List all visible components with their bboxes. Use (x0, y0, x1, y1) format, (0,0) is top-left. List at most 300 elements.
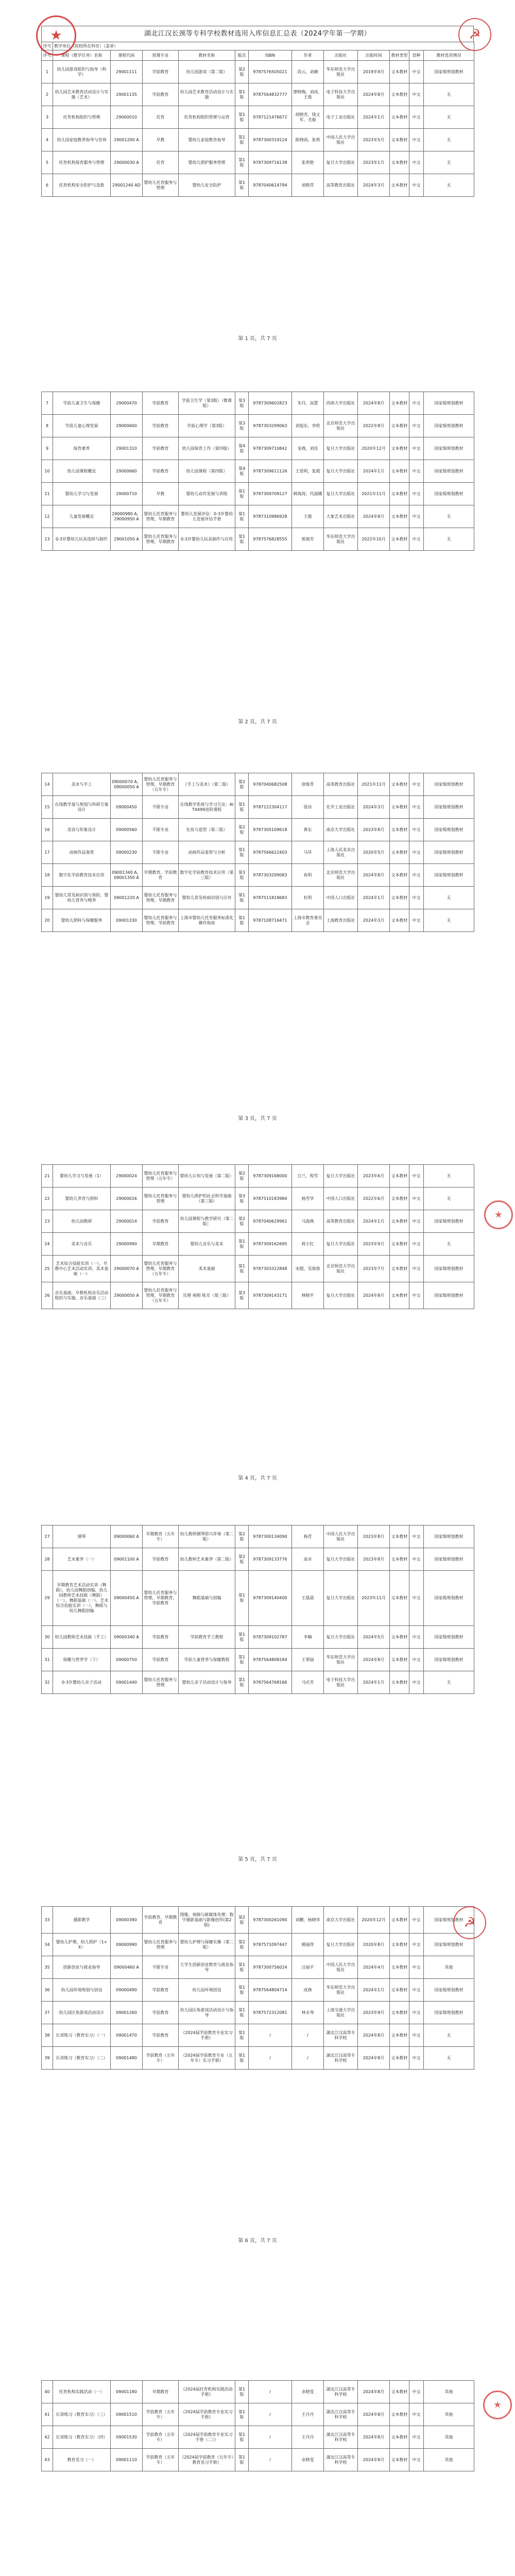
cell-author: 王丹丹 (292, 2426, 324, 2449)
cell-lang: 中文 (409, 415, 424, 437)
cell-index: 29 (42, 1571, 53, 1626)
cell-code: 29001310 (111, 437, 143, 460)
table-row (42, 1671, 474, 1694)
cell-textbook: 托育机构组织管理与运营 (179, 106, 235, 129)
table-row (42, 2403, 474, 2426)
cell-textbook: 学前心理学（第3版） (179, 415, 235, 437)
cell-index: 42 (42, 2426, 53, 2449)
cell-lang: 中文 (409, 2024, 424, 2047)
page-footer: 第 1 页，共 7 页 (238, 336, 277, 342)
header-note: 教学单位（院校所在科室）（盖章） (53, 42, 474, 50)
cell-major: 婴幼儿托育服务与管理，学前教育 (143, 909, 179, 932)
table-row (42, 1626, 474, 1649)
cell-course: 幼儿园游戏组织与指导（科学） (53, 61, 111, 83)
table-page-4 (41, 1164, 474, 1309)
cell-author: 王翠丽 (292, 1649, 324, 1671)
cell-lang: 中文 (409, 887, 424, 909)
cell-edition: 第1版 (235, 887, 249, 909)
cell-textbook: 幼儿园课程（第四版） (179, 460, 235, 483)
cell-textbook: 《2024届学前教育专业实习手册》 (179, 2024, 235, 2047)
cell-textbook: 幼儿园环境创设 (179, 1979, 235, 2002)
cell-edition: 第3版 (235, 1188, 249, 1210)
cell-index: 10 (42, 460, 53, 483)
cell-index: 22 (42, 1188, 53, 1210)
cell-course: 托育机构组织与管理 (53, 106, 111, 129)
cell-selection: 国家级规划教材 (424, 1210, 474, 1233)
cell-publisher: 湖北江汉高等专科学校 (324, 2403, 358, 2426)
cell-index: 30 (42, 1626, 53, 1649)
cell-author: 徐诗 (292, 796, 324, 819)
cell-edition: 第1版 (235, 2024, 249, 2047)
document-title: 湖北江汉长颈等专科学校教材选用入库信息汇总表（2024学年第一学期） (41, 26, 474, 42)
cell-lang: 中文 (409, 528, 424, 551)
cell-author: 杨雪华 (292, 1188, 324, 1210)
cell-lang: 中文 (409, 1907, 424, 1934)
page-2 (0, 371, 515, 742)
cell-code: 29000024 (111, 1165, 143, 1188)
cell-type: 文本教材 (390, 151, 409, 174)
cell-major: 学前教育 (143, 2002, 179, 2024)
cell-edition: 第2版 (235, 1934, 249, 1956)
cell-pubdate: 2022年10月 (358, 528, 390, 551)
cell-selection: 无 (424, 1233, 474, 1256)
cell-course: 婴幼儿学习与发展（1） (53, 1165, 111, 1188)
cell-pubdate: 2024年8月 (358, 1649, 390, 1671)
cell-edition: 第1版 (235, 1956, 249, 1979)
cell-publisher: 西南大学出版社 (324, 392, 358, 415)
cell-pubdate: 2023年8月 (358, 819, 390, 841)
cell-lang: 中文 (409, 1526, 424, 1548)
cell-isbn: 9787309709127 (249, 483, 292, 505)
cell-author: 林晓平 (292, 1282, 324, 1309)
cell-major: 学前教育，早期教育 (143, 1907, 179, 1934)
cell-selection: 国家级规划教材 (424, 1548, 474, 1571)
cell-publisher: 复旦大学出版社 (324, 1233, 358, 1256)
cell-type: 文本教材 (390, 2047, 409, 2070)
cell-lang: 中文 (409, 437, 424, 460)
cell-index: 39 (42, 2047, 53, 2070)
page-6 (0, 1886, 515, 2257)
cell-edition: 第1版 (235, 528, 249, 551)
cell-edition: 第1版 (235, 174, 249, 197)
cell-textbook: 学前卫生学（第3版）（微课版） (179, 392, 235, 415)
cell-major: 学前教育 (143, 392, 179, 415)
cell-pubdate: 2023年9月 (358, 2002, 390, 2024)
party-emblem-icon: ☭ (458, 18, 491, 51)
cell-type: 文本教材 (390, 909, 409, 932)
cell-edition: 第1版 (235, 1626, 249, 1649)
cell-index: 27 (42, 1526, 53, 1548)
cell-index: 2 (42, 83, 53, 106)
cell-lang: 中文 (409, 174, 424, 197)
cell-course: 婴幼儿养育与照料 (53, 1188, 111, 1210)
cell-isbn: 9787564768166 (249, 1671, 292, 1694)
cell-type: 文本教材 (390, 1907, 409, 1934)
cell-publisher: 中国人口出版社 (324, 1188, 358, 1210)
cell-isbn: 9787108716471 (249, 909, 292, 932)
cell-pubdate: 2024年4月 (358, 1956, 390, 1979)
cell-pubdate: 2024年1月 (358, 1671, 390, 1694)
cell-edition: 第1版 (235, 1979, 249, 2002)
table-row (42, 1526, 474, 1548)
table-row (42, 796, 474, 819)
cell-index: 20 (42, 909, 53, 932)
cell-course: 幼儿园教师艺术技能（手工） (53, 1626, 111, 1649)
header-col-textbook: 教材名称 (179, 50, 235, 61)
cell-publisher: 化学工业出版社 (324, 796, 358, 819)
cell-isbn: 9787309611126 (249, 460, 292, 483)
cell-code: 09001110 (111, 2449, 143, 2471)
table-row (42, 1934, 474, 1956)
cell-type: 文本教材 (390, 1233, 409, 1256)
cell-pubdate: 2024年3月 (358, 174, 390, 197)
cell-publisher: 上海人民美术出版社 (324, 841, 358, 864)
cell-major: 早期教育 (143, 1233, 179, 1256)
table-row (42, 1956, 474, 1979)
cell-major: 学前教育 (143, 1979, 179, 2002)
cell-author: 余晓雯 (292, 2449, 324, 2471)
cell-isbn: 9787309133776 (249, 1548, 292, 1571)
cell-lang: 中文 (409, 1571, 424, 1626)
cell-isbn: 9787040682508 (249, 773, 292, 796)
cell-lang: 中文 (409, 2426, 424, 2449)
cell-isbn: 9787576828555 (249, 528, 292, 551)
cell-edition: 第1版 (235, 841, 249, 864)
cell-lang: 中文 (409, 819, 424, 841)
cell-selection: 无 (424, 106, 474, 129)
cell-pubdate: 2024年3月 (358, 796, 390, 819)
cell-textbook: 大学生创新创业教育与就业指导 (179, 1956, 235, 1979)
cell-lang: 中文 (409, 460, 424, 483)
table-row (42, 460, 474, 483)
cell-major: 学前教育 (143, 1548, 179, 1571)
cell-selection: 国家级规划教材 (424, 2002, 474, 2024)
cell-isbn: 9787040629961 (249, 1210, 292, 1233)
cell-publisher: 大象艺术出版社 (324, 505, 358, 528)
cell-isbn: 9787309168000 (249, 1165, 292, 1188)
cell-course: 数字化学前教育技术应用 (53, 864, 111, 887)
cell-major: 学前教育 (143, 437, 179, 460)
table-row (42, 1256, 474, 1282)
cell-type: 文本教材 (390, 174, 409, 197)
header-col-index: 序号 (42, 50, 53, 61)
cell-major: 托育 (143, 106, 179, 129)
official-seal-icon: ★ (36, 15, 76, 56)
table-row (42, 2449, 474, 2471)
page-footer: 第 6 页，共 7 页 (238, 2238, 277, 2244)
cell-author: 姚丽萍 (292, 1934, 324, 1956)
cell-index: 36 (42, 1979, 53, 2002)
cell-lang: 中文 (409, 106, 424, 129)
table-page-7 (41, 2380, 474, 2471)
cell-major: 婴幼儿托育服务与管理 (143, 174, 179, 197)
cell-publisher: 高等教育出版社 (324, 1210, 358, 1233)
table-row (42, 505, 474, 528)
cell-course: 学前儿童心理发展 (53, 415, 111, 437)
cell-lang: 中文 (409, 83, 424, 106)
cell-index: 34 (42, 1934, 53, 1956)
cell-isbn: 9787572312081 (249, 2002, 292, 2024)
cell-selection: 无 (424, 2047, 474, 2070)
table-page-6 (41, 1906, 474, 2070)
cell-course: 创新创业与就业指导 (53, 1956, 111, 1979)
cell-index: 21 (42, 1165, 53, 1188)
header-col-lang: 语种 (409, 50, 424, 61)
cell-type: 文本教材 (390, 887, 409, 909)
cell-isbn: 9787300134090 (249, 1526, 292, 1548)
cell-edition: 第3版 (235, 1282, 249, 1309)
cell-selection: 无 (424, 505, 474, 528)
header-col-type: 教材类型 (390, 50, 409, 61)
table-row (42, 83, 474, 106)
table-row (42, 819, 474, 841)
cell-code: 09000460 A (111, 1956, 143, 1979)
cell-pubdate: 2024年1月 (358, 106, 390, 129)
cell-type: 文本教材 (390, 505, 409, 528)
table-row (42, 2047, 474, 2070)
table-row (42, 1548, 474, 1571)
cell-index: 18 (42, 864, 53, 887)
cell-publisher: 复旦大学出版社 (324, 1571, 358, 1626)
cell-course: 保健与营养学（下） (53, 1649, 111, 1671)
cell-publisher: 北京师范大学出版社 (324, 1256, 358, 1282)
cell-textbook: 动画作品鉴赏与分析 (179, 841, 235, 864)
cell-code: 09000450 A (111, 1571, 143, 1626)
cell-course: 长训练习（教育实习）（三） (53, 2403, 111, 2426)
cell-index: 16 (42, 819, 53, 841)
cell-pubdate: 2019年9月 (358, 61, 390, 83)
cell-pubdate: 2023年5月 (358, 129, 390, 151)
cell-pubdate: 2021年11月 (358, 773, 390, 796)
cell-edition: 第3版 (235, 415, 249, 437)
table-row (42, 1907, 474, 1934)
page-5 (0, 1504, 515, 1875)
cell-pubdate: 2024年8月 (358, 83, 390, 106)
cell-course: 长训练习（教育实习）（二） (53, 2047, 111, 2070)
cell-code: 09001260 (111, 2002, 143, 2024)
cell-isbn: 9787309143171 (249, 1282, 292, 1309)
cell-textbook: 学前教育手工教程 (179, 1626, 235, 1649)
cell-pubdate: 2023年11月 (358, 1571, 390, 1626)
cell-pubdate: 2024年8月 (358, 505, 390, 528)
cell-selection: 国家级规划教材 (424, 1907, 474, 1934)
cell-selection: 国家级规划教材 (424, 437, 474, 460)
cell-edition: 第1版 (235, 129, 249, 151)
table-row (42, 1233, 474, 1256)
cell-textbook: 婴幼儿照护服务管理 (179, 151, 235, 174)
cell-major: 学前教育 (143, 415, 179, 437)
cell-publisher: 复旦大学出版社 (324, 1626, 358, 1649)
cell-isbn: 9787309716138 (249, 151, 292, 174)
cell-type: 文本教材 (390, 2426, 409, 2449)
cell-course: 教育见习（一） (53, 2449, 111, 2471)
cell-major: 婴幼儿托育服务与管理 (143, 1188, 179, 1210)
cell-lang: 中文 (409, 2002, 424, 2024)
cell-type: 文本教材 (390, 106, 409, 129)
cell-lang: 中文 (409, 1233, 424, 1256)
cell-type: 文本教材 (390, 2002, 409, 2024)
cell-major: 不限专业 (143, 796, 179, 819)
cell-lang: 中文 (409, 1548, 424, 1571)
header-col-major: 授课专业 (143, 50, 179, 61)
cell-isbn: 9787305109618 (249, 819, 292, 841)
cell-pubdate: 2020年5月 (358, 841, 390, 864)
cell-course: 0-3岁婴幼儿玩具选择与制作 (53, 528, 111, 551)
cell-pubdate: 2023年7月 (358, 1256, 390, 1282)
cell-author: 韩海涛，代丽娜 (292, 483, 324, 505)
cell-course: 托育机构保育服务与管理 (53, 151, 111, 174)
cell-publisher: 高等教育出版社 (324, 773, 358, 796)
cell-pubdate: 2021年11月 (358, 483, 390, 505)
cell-lang: 中文 (409, 1165, 424, 1188)
table-row (42, 392, 474, 415)
cell-lang: 中文 (409, 1956, 424, 1979)
cell-isbn: 9787564808184 (249, 1649, 292, 1671)
cell-lang: 中文 (409, 1649, 424, 1671)
cell-index: 4 (42, 129, 53, 151)
cell-selection: 无 (424, 2024, 474, 2047)
cell-course: 托育机构安全防护与急救 (53, 174, 111, 197)
cell-type: 文本教材 (390, 2024, 409, 2047)
cell-index: 14 (42, 773, 53, 796)
cell-index: 41 (42, 2403, 53, 2426)
cell-publisher: 复旦大学出版社 (324, 1165, 358, 1188)
cell-major: 婴幼儿托育服务与管理，早期教育（五年专） (143, 1256, 179, 1282)
cell-code: 29000030 A (111, 151, 143, 174)
cell-selection: 无 (424, 1165, 474, 1188)
cell-index: 8 (42, 415, 53, 437)
cell-index: 38 (42, 2024, 53, 2047)
cell-course: 保育素养 (53, 437, 111, 460)
cell-index: 35 (42, 1956, 53, 1979)
cell-publisher: 湖北江汉高等专科学校 (324, 2047, 358, 2070)
cell-selection: 国家级规划教材 (424, 460, 474, 483)
cell-selection: 国家级规划教材 (424, 819, 474, 841)
cell-pubdate: 2024年1月 (358, 1979, 390, 2002)
cell-selection: 无 (424, 83, 474, 106)
cell-index: 6 (42, 174, 53, 197)
cell-major: 婴幼儿托育服务与管理，早期教育（五年专） (143, 1282, 179, 1309)
header-col-publisher: 出版社 (324, 50, 358, 61)
cell-selection: 无 (424, 174, 474, 197)
cell-selection: 无 (424, 1671, 474, 1694)
cell-selection: 国家级规划教材 (424, 1649, 474, 1671)
cell-selection: 国家级规划教材 (424, 392, 474, 415)
cell-pubdate: 2023年8月 (358, 1526, 390, 1548)
cell-author: 杜明 (292, 887, 324, 909)
cell-isbn: / (249, 2403, 292, 2426)
cell-edition: 第1版 (235, 151, 249, 174)
cell-textbook: 0-3岁婴幼儿玩具制作与应用 (179, 528, 235, 551)
header-col-selection: 教材选用情况 (424, 50, 474, 61)
cell-publisher: 湖北江汉高等专科学校 (324, 2381, 358, 2403)
cell-code: 09001510 (111, 2403, 143, 2426)
cell-edition: 第1版 (235, 483, 249, 505)
cell-course: 婴幼儿学习与发展 (53, 483, 111, 505)
page-3 (0, 752, 515, 1133)
cell-code: 29001200 A (111, 129, 143, 151)
cell-publisher: 华东师范大学出版社 (324, 1649, 358, 1671)
cell-publisher: 上海教育出版社 (324, 909, 358, 932)
cell-index: 12 (42, 505, 53, 528)
cell-author: 刘晓青 (292, 174, 324, 197)
cell-isbn: 9787510183984 (249, 1188, 292, 1210)
cell-type: 文本教材 (390, 841, 409, 864)
cell-selection: 无 (424, 909, 474, 932)
cell-author: 余晓雯 (292, 2381, 324, 2403)
page-footer: 第 4 页，共 7 页 (238, 1476, 277, 1481)
cell-index: 32 (42, 1671, 53, 1694)
cell-index: 31 (42, 1649, 53, 1671)
table-row (42, 909, 474, 932)
cell-code: 09000070 A，09000050 A (111, 773, 143, 796)
cell-index: 40 (42, 2381, 53, 2403)
cell-textbook: 婴幼儿音乐与美术 (179, 1233, 235, 1256)
cell-author: 李楠 (292, 1626, 324, 1649)
table-page-3 (41, 773, 474, 932)
cell-textbook: 婴幼儿常见疾病识别与应对 (179, 887, 235, 909)
cell-major: 托育 (143, 151, 179, 174)
header-index: 序号 (42, 42, 53, 50)
table-row (42, 841, 474, 864)
cell-author: 林永琴 (292, 2002, 324, 2024)
cell-course: 婴幼儿护理，幼儿照护（1+X） (53, 1934, 111, 1956)
cell-major: 学前教育 (143, 1649, 179, 1671)
cell-index: 17 (42, 841, 53, 864)
cell-type: 文本教材 (390, 1548, 409, 1571)
official-seal-icon: ★ (484, 1200, 513, 1229)
table-body (42, 2381, 474, 2471)
cell-course: 幼儿园家庭教养指导与咨询 (53, 129, 111, 151)
cell-major: 学前教育 (143, 2024, 179, 2047)
party-emblem-icon: ☭ (453, 1906, 486, 1939)
cell-code: 09001470 (111, 2024, 143, 2047)
table-row (42, 1571, 474, 1626)
page-4 (0, 1144, 515, 1494)
cell-isbn: 9787303299063 (249, 415, 292, 437)
table-page-2 (41, 392, 474, 551)
header-col-author: 作者 (292, 50, 324, 61)
cell-type: 文本教材 (390, 83, 409, 106)
cell-index: 28 (42, 1548, 53, 1571)
cell-edition: 第1版 (235, 1256, 249, 1282)
cell-lang: 中文 (409, 2449, 424, 2471)
cell-isbn: 9787309102787 (249, 1626, 292, 1649)
cell-code: 29000050 A (111, 1282, 143, 1309)
cell-index: 3 (42, 106, 53, 129)
cell-textbook: 在线教学系统与学习方法：AIT4499进阶课程 (179, 796, 235, 819)
cell-edition: 第3版 (235, 392, 249, 415)
cell-author: 黄东 (292, 819, 324, 841)
table-body (42, 61, 474, 197)
cell-selection: 其他 (424, 1956, 474, 1979)
cell-author: 蒋小红 (292, 1233, 324, 1256)
cell-lang: 中文 (409, 864, 424, 887)
cell-type: 文本教材 (390, 392, 409, 415)
cell-lang: 中文 (409, 1934, 424, 1956)
cell-edition: 第2版 (235, 61, 249, 83)
cell-publisher: 复旦大学出版社 (324, 483, 358, 505)
cell-author: 王思明，张霞 (292, 460, 324, 483)
cell-edition: 第1版 (235, 2381, 249, 2403)
cell-publisher: 高等教育出版社 (324, 174, 358, 197)
cell-textbook: 婴幼儿动作发展与训练 (179, 483, 235, 505)
cell-type: 文本教材 (390, 415, 409, 437)
cell-pubdate: 2023年6月 (358, 1165, 390, 1188)
cell-lang: 中文 (409, 483, 424, 505)
cell-code: 09000450 (111, 796, 143, 819)
cell-lang: 中文 (409, 1282, 424, 1309)
